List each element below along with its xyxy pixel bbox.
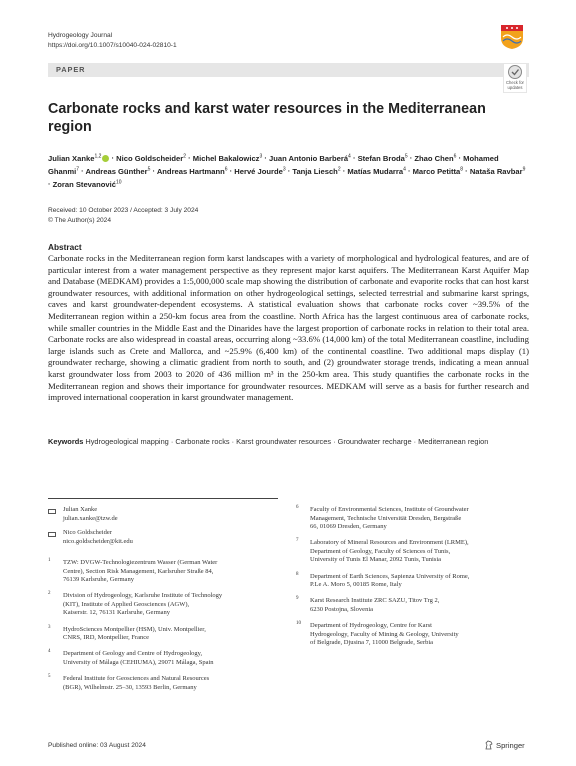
affiliation-ref: 7 bbox=[76, 166, 80, 173]
running-header bbox=[48, 31, 177, 50]
affiliation-line: Department of Hydrogeology, Centre for Karst bbox=[310, 622, 432, 629]
affiliation bbox=[63, 650, 214, 667]
affiliation-line: 76139 Karlsruhe, Germany bbox=[63, 576, 134, 584]
affiliation-line: P.Le A. Moro 5, 00185 Rome, Italy bbox=[310, 581, 402, 589]
envelope-icon bbox=[48, 532, 56, 537]
affiliation-number: 2 bbox=[48, 591, 51, 597]
affiliation-ref: 6 bbox=[224, 166, 228, 173]
affiliation-line: University of Tunis El Manar, 2092 Tunis, Tunisia bbox=[310, 556, 442, 564]
affiliation bbox=[310, 539, 469, 565]
section-bar bbox=[48, 63, 529, 77]
author[interactable] bbox=[193, 154, 262, 163]
affiliation-line: (BGR), Wilhelmstr. 25–30, 13593 Berlin, Germany bbox=[63, 683, 197, 691]
author[interactable] bbox=[116, 154, 186, 163]
affiliation-ref: 3 bbox=[282, 166, 286, 173]
affiliation-ref: 3 bbox=[259, 153, 263, 159]
author-name: Matías Mudarra bbox=[347, 166, 404, 176]
keywords-label: Keywords bbox=[48, 437, 84, 446]
affiliation-ref: 10 bbox=[115, 179, 122, 186]
author-name: Nico Goldscheider bbox=[116, 153, 184, 163]
check-for-updates-badge[interactable] bbox=[503, 63, 527, 93]
footnote-divider bbox=[48, 498, 278, 499]
springer-horse-icon bbox=[484, 740, 494, 750]
author-name: Hervé Jourde bbox=[234, 166, 283, 176]
check-updates-line1: Check for bbox=[506, 80, 524, 85]
keywords bbox=[48, 436, 528, 448]
affiliation-line: Faculty of Environmental Sciences, Institute of Groundwater bbox=[310, 506, 469, 513]
author-name: Juan Antonio Barberá bbox=[269, 153, 349, 163]
affiliation-line: Department of Earth Sciences, Sapienza University of Rome, bbox=[310, 572, 470, 580]
affiliation-number: 9 bbox=[296, 596, 299, 602]
abstract-heading: Abstract bbox=[48, 242, 82, 252]
affiliation-line: University of Málaga (CEHIUMA), 29071 Málaga, Spain bbox=[63, 658, 214, 666]
affiliation bbox=[63, 559, 217, 585]
copyright-line: © The Author(s) 2024 bbox=[48, 216, 112, 224]
affiliation bbox=[310, 506, 469, 532]
journal-logo-icon bbox=[500, 24, 524, 50]
affiliation-ref: 5 bbox=[147, 166, 151, 173]
affiliation-ref: 2 bbox=[183, 153, 187, 159]
affiliation bbox=[63, 675, 209, 692]
affiliation-line: Karst Research Institute ZRC SAZU, Titov Trg 2, bbox=[310, 597, 440, 605]
author[interactable] bbox=[234, 167, 285, 176]
author[interactable] bbox=[347, 167, 406, 176]
contact-1 bbox=[63, 506, 118, 523]
affiliation-ref: 2 bbox=[337, 166, 341, 173]
envelope-icon bbox=[48, 509, 56, 514]
affiliation-line: Division of Hydrogeology, Karlsruhe Institute of Technology bbox=[63, 592, 223, 600]
affiliation-line: 66, 01069 Dresden, Germany bbox=[310, 523, 387, 531]
doi-link[interactable]: https://doi.org/10.1007/s10040-024-02810-1 bbox=[48, 41, 177, 49]
affiliation bbox=[310, 573, 469, 590]
affiliation-ref: 6 bbox=[453, 153, 457, 159]
affiliation-line: CNRS, IRD, Montpellier, France bbox=[63, 634, 150, 642]
affiliation-number: 4 bbox=[48, 649, 51, 655]
publisher-logo bbox=[484, 740, 525, 750]
orcid-icon[interactable] bbox=[102, 155, 109, 162]
affiliation-ref: 4 bbox=[348, 153, 351, 159]
affiliation-number: 5 bbox=[48, 674, 51, 679]
affiliation-line: TZW: DVGW-Technologiezentrum Wasser (German Water bbox=[63, 559, 218, 566]
affiliation-number: 6 bbox=[296, 505, 299, 510]
author-name: Andreas Hartmann bbox=[156, 166, 225, 176]
article-dates bbox=[48, 206, 198, 225]
contact-name: Nico Goldscheider bbox=[63, 529, 112, 536]
author-name: Zoran Stevanović bbox=[52, 179, 116, 189]
affiliation-line: HydroSciences Montpellier (HSM), Univ. Montpellier, bbox=[63, 625, 206, 633]
affiliation-line: Department of Geology and Centre of Hydrogeology, bbox=[63, 650, 203, 658]
affiliation-number: 3 bbox=[48, 624, 51, 630]
author[interactable] bbox=[53, 180, 122, 189]
author[interactable] bbox=[470, 167, 526, 176]
author[interactable] bbox=[358, 154, 408, 163]
affiliation-line: Kaiserstr. 12, 76131 Karlsruhe, Germany bbox=[63, 609, 171, 617]
contact-2 bbox=[63, 529, 133, 546]
journal-name: Hydrogeology Journal bbox=[48, 32, 113, 39]
affiliation-ref: 8 bbox=[460, 166, 464, 173]
published-online: Published online: 03 August 2024 bbox=[48, 742, 146, 749]
affiliation-line: 6230 Postojna, Slovenia bbox=[310, 605, 374, 613]
author-name: Julian Xanke bbox=[48, 153, 95, 163]
section-label: PAPER bbox=[56, 65, 86, 74]
affiliation-line: Department of Geology, Faculty of Sciences of Tunis, bbox=[310, 547, 451, 555]
contact-name: Julian Xanke bbox=[63, 506, 98, 513]
author-name: Marco Petitta bbox=[412, 166, 461, 176]
author-name: Tanja Liesch bbox=[292, 166, 338, 176]
affiliation-ref: 5 bbox=[404, 153, 408, 159]
affiliation-number: 1 bbox=[48, 558, 51, 563]
contact-email[interactable]: nico.goldscheider@kit.edu bbox=[63, 537, 133, 545]
check-updates-line2: updates bbox=[507, 84, 523, 90]
received-accepted: Received: 10 October 2023 / Accepted: 3 July 2024 bbox=[48, 207, 199, 214]
author[interactable] bbox=[86, 167, 151, 176]
affiliation-line: (KIT), Institute of Applied Geosciences (AGW), bbox=[63, 600, 190, 608]
author[interactable] bbox=[269, 154, 351, 163]
affiliation-number: 8 bbox=[296, 571, 299, 577]
publisher-name: Springer bbox=[496, 741, 525, 750]
affiliation-line: Management, Technische Universität Dresden, Bergstraße bbox=[310, 514, 462, 522]
affiliation-line: Centre), Section Risk Management, Karlsruher Straße 84, bbox=[63, 567, 214, 575]
affiliation-line: Hydrogeology, Faculty of Mining & Geology, University bbox=[310, 630, 459, 638]
affiliation-line: Laboratory of Mineral Resources and Environment (LRME), bbox=[310, 539, 469, 547]
author-name: Andreas Günther bbox=[85, 166, 148, 176]
affiliation bbox=[310, 597, 439, 614]
author[interactable] bbox=[157, 167, 228, 176]
affiliation-ref: 9 bbox=[522, 166, 526, 173]
author-name: Nataša Ravbar bbox=[469, 166, 523, 176]
affiliation-ref: 4 bbox=[403, 166, 406, 173]
author[interactable] bbox=[414, 154, 456, 163]
author-name: Mohamed Ghanmi bbox=[48, 153, 499, 176]
keywords-text: Hydrogeological mapping · Carbonate rocks · Karst groundwater resources · Groundwater recharge · Mediterranean region bbox=[85, 437, 489, 446]
author[interactable] bbox=[48, 154, 109, 163]
affiliation bbox=[63, 592, 222, 618]
contact-email[interactable]: julian.xanke@tzw.de bbox=[63, 514, 118, 522]
affiliation-ref: 1,2 bbox=[94, 153, 102, 159]
author[interactable] bbox=[413, 167, 463, 176]
affiliation-line: Federal Institute for Geosciences and Natural Resources bbox=[63, 675, 210, 682]
author-name: Stefan Broda bbox=[357, 153, 405, 163]
affiliation-number: 10 bbox=[296, 621, 301, 626]
abstract-text: Carbonate rocks in the Mediterranean region form karst landscapes with a variety of morphological and hydrological features, and are of particular interest from a water management perspective as they represent major karst aquifers. The Mediterranean Karst Aquifer Map and Database (MEDKAM) provides a 1:5,000,000 scale map showing the distribution of carbonate and evaporite rocks that can host karst groundwater resources, with additional information on other hydrogeological settings, selected terrestrial and submarine karst springs, caves and karst groundwater-dependent ecosystems. A statistical evaluation shows that carbonate rocks cover ~39.5% of the Mediterranean region within a 250-km focus area from the coastline. North Africa has the largest continuous area of carbonate rocks, while smaller countries in the Middle East and the Dinarides have the largest proportion of carbonate rocks in relation to their total area. Carbonate rocks are also widespread in coastal areas, occurring along ~33.6% (14,000 km) of the total Mediterranean coastline, including large islands such as Crete and Mallorca, and ~25.9% (6,400 km) of the continental coastline. Two additional maps display (1) groundwater recharge, showing a climatic gradient from north to south, and (2) groundwater storage trends, indicating a mean annual karst groundwater loss from 2003 to 2020 of 436 million m³ in the 250-km area. This study quantifies the carbonate rocks in the Mediterranean region and shows their importance for groundwater resources. MEDKAM will serve as a basis for further research and improved international cooperation in karst groundwater management. bbox=[48, 253, 529, 403]
affiliation-line: of Belgrade, Djusina 7, 11000 Belgrade, Serbia bbox=[310, 639, 434, 647]
affiliation bbox=[310, 622, 459, 648]
affiliation-number: 7 bbox=[296, 538, 299, 544]
paper-title: Carbonate rocks and karst water resources in the Mediterranean region bbox=[48, 101, 486, 135]
affiliation bbox=[63, 626, 206, 643]
author-list: Julian Xanke$^{1,2}$ · Nico Goldscheider$^2$ · Michel Bakalowicz$^3$ · Juan Antonio Barberá$^4$ · Stefan Broda$^5$ · Zhao Chen$^6$ · Mohamed Ghanmi$^7$ · Andreas Günther$^5$ · Andreas Hartmann$^6$ · Hervé Jourde$^3$ · Tanja Liesch$^2$ · Matías Mudarra$^4$ · Marco Petitta$^8$ · Nataša Ravbar$^9$ · Zoran Stevanović$^{10}$ bbox=[48, 153, 526, 189]
author[interactable] bbox=[292, 167, 340, 176]
author-name: Zhao Chen bbox=[414, 153, 454, 163]
author-name: Michel Bakalowicz bbox=[192, 153, 260, 163]
